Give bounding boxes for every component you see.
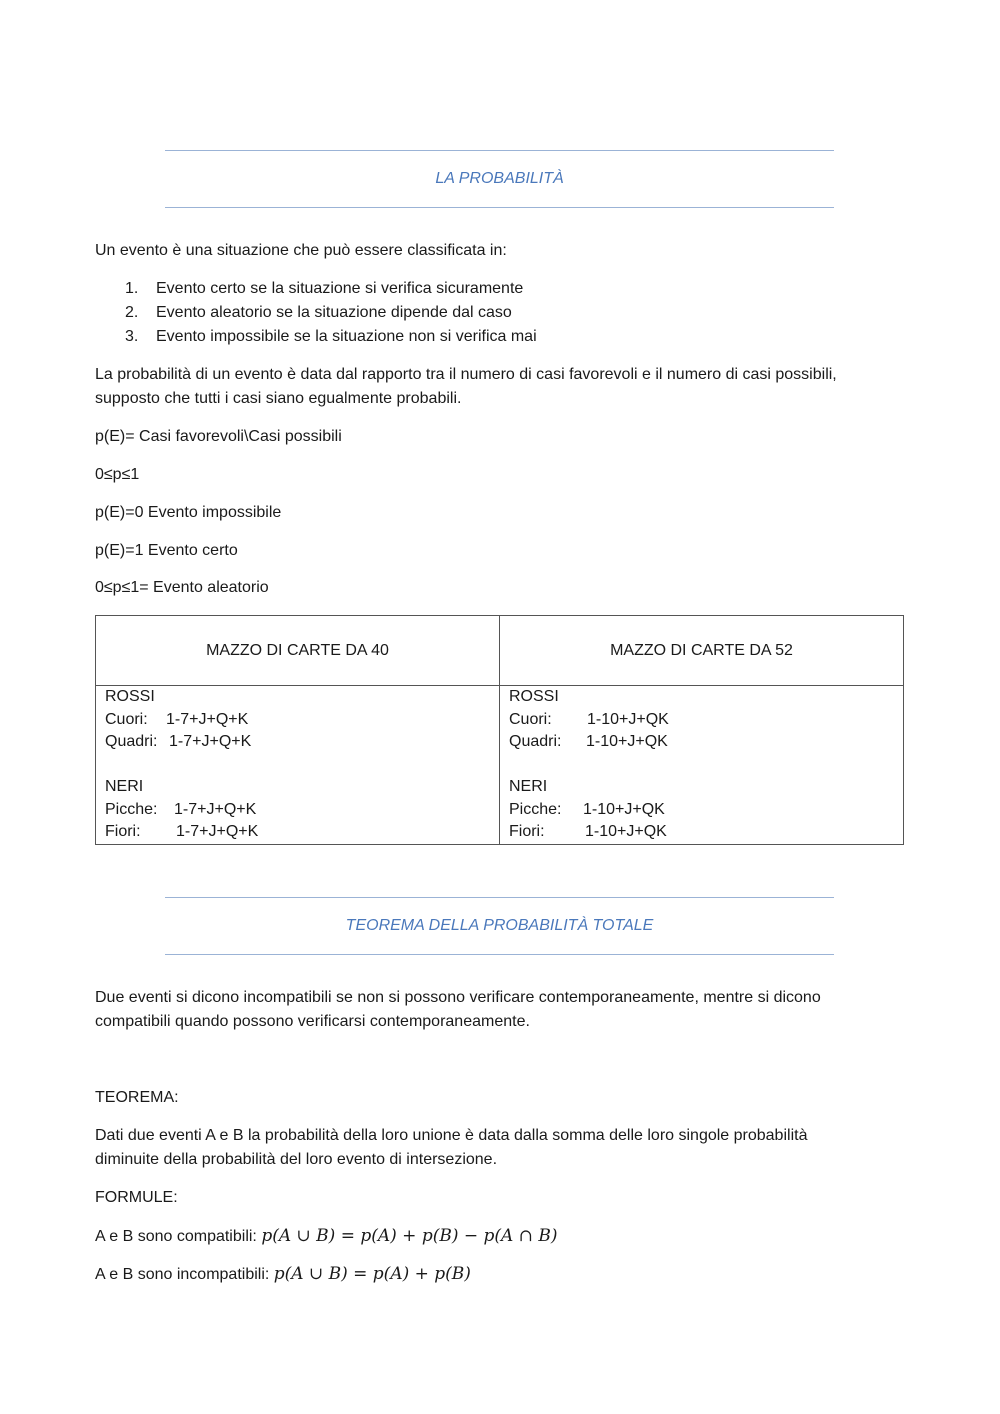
suit-name: Quadri: (509, 733, 562, 750)
suit-line (509, 731, 894, 754)
suit-cards: 1-7+J+Q+K (174, 800, 257, 818)
section-title: TEOREMA DELLA PROBABILITÀ TOTALE (345, 917, 654, 934)
table-header-cell: MAZZO DI CARTE DA 52 (500, 616, 904, 686)
probability-formula: p(E)= Casi favorevoli\Casi possibili (95, 428, 342, 445)
formulas-label: FORMULE: (95, 1189, 178, 1206)
definition-line: La probabilità di un evento è data dal rapporto tra il numero di casi favorevoli e il numero di casi possibili, (95, 366, 837, 383)
section-title: LA PROBABILITÀ (435, 170, 564, 187)
suit-name: Cuori: (105, 710, 148, 728)
suit-cards: 1-7+J+Q+K (176, 823, 259, 840)
incompatible-formula-line (95, 1262, 905, 1287)
list-item (125, 325, 825, 349)
table-row (96, 686, 904, 845)
paragraph-line: compatibili quando possono verificarsi contemporaneamente. (95, 1013, 530, 1030)
definition-paragraph (95, 363, 905, 411)
suit-line (509, 799, 894, 822)
suit-name: Picche: (509, 800, 562, 818)
suit-line (509, 709, 894, 732)
list-text: Evento impossibile se la situazione non si verifica mai (156, 328, 537, 345)
black-group-label: NERI (105, 778, 144, 795)
formula-label: A e B sono incompatibili: (95, 1266, 270, 1283)
red-group-label: ROSSI (105, 688, 155, 705)
math-formula: p(A ∪ B) = p(A) + p(B) − p(A ∩ B) (261, 1226, 558, 1246)
suit-line (105, 799, 490, 822)
table-cell-deck-52 (500, 686, 904, 845)
suit-cards: 1-10+J+QK (583, 800, 665, 818)
suit-line (105, 731, 490, 754)
compatible-formula-line (95, 1224, 905, 1249)
suit-cards: 1-7+J+Q+K (166, 710, 249, 728)
suit-cards: 1-10+J+QK (587, 710, 669, 728)
intro-paragraph: Un evento è una situazione che può essere classificata in: (95, 242, 507, 259)
definition-line: supposto che tutti i casi siano egualmente probabili. (95, 390, 462, 407)
section-heading-total-probability (165, 897, 834, 955)
heading-rule-bottom (165, 954, 834, 955)
suit-line (509, 821, 894, 844)
formula-label: A e B sono compatibili: (95, 1228, 257, 1245)
paragraph-line: diminuite della probabilità del loro evento di intersezione. (95, 1151, 498, 1168)
paragraph-line: Dati due eventi A e B la probabilità della loro unione è data dalla somma delle loro singole probabilità (95, 1127, 808, 1144)
suit-line (105, 821, 490, 844)
probability-range: 0≤p≤1 (95, 466, 140, 483)
impossible-event-line: p(E)=0 Evento impossibile (95, 504, 282, 521)
suit-name: Quadri: (105, 733, 158, 750)
card-decks-table (95, 615, 904, 845)
theorem-label: TEOREMA: (95, 1089, 179, 1106)
heading-rule-bottom (165, 207, 834, 208)
suit-cards: 1-10+J+QK (585, 823, 667, 840)
suit-name: Fiori: (509, 823, 545, 840)
list-item (125, 277, 825, 301)
table-header-cell: MAZZO DI CARTE DA 40 (96, 616, 500, 686)
list-number: 2. (125, 304, 139, 321)
suit-cards: 1-10+J+QK (586, 733, 668, 750)
black-group-label: NERI (509, 778, 548, 795)
theorem-statement (95, 1124, 905, 1172)
random-event-line: 0≤p≤1= Evento aleatorio (95, 579, 269, 596)
suit-name: Fiori: (105, 823, 141, 840)
suit-line (105, 709, 490, 732)
section-heading-probability (165, 150, 834, 208)
list-number: 1. (125, 280, 139, 297)
suit-cards: 1-7+J+Q+K (169, 733, 252, 750)
incompatible-definition (95, 986, 905, 1034)
suit-name: Cuori: (509, 710, 552, 728)
event-type-list (125, 277, 825, 349)
suit-name: Picche: (105, 800, 158, 818)
table-cell-deck-40 (96, 686, 500, 845)
list-number: 3. (125, 328, 139, 345)
math-formula: p(A ∪ B) = p(A) + p(B) (273, 1264, 471, 1284)
list-text: Evento certo se la situazione si verifica sicuramente (156, 280, 524, 297)
red-group-label: ROSSI (509, 688, 559, 705)
list-item (125, 301, 825, 325)
paragraph-line: Due eventi si dicono incompatibili se non si possono verificare contemporaneamente, mentre si dicono (95, 989, 821, 1006)
certain-event-line: p(E)=1 Evento certo (95, 542, 238, 559)
list-text: Evento aleatorio se la situazione dipende dal caso (156, 304, 512, 321)
table-header-row (96, 616, 904, 686)
